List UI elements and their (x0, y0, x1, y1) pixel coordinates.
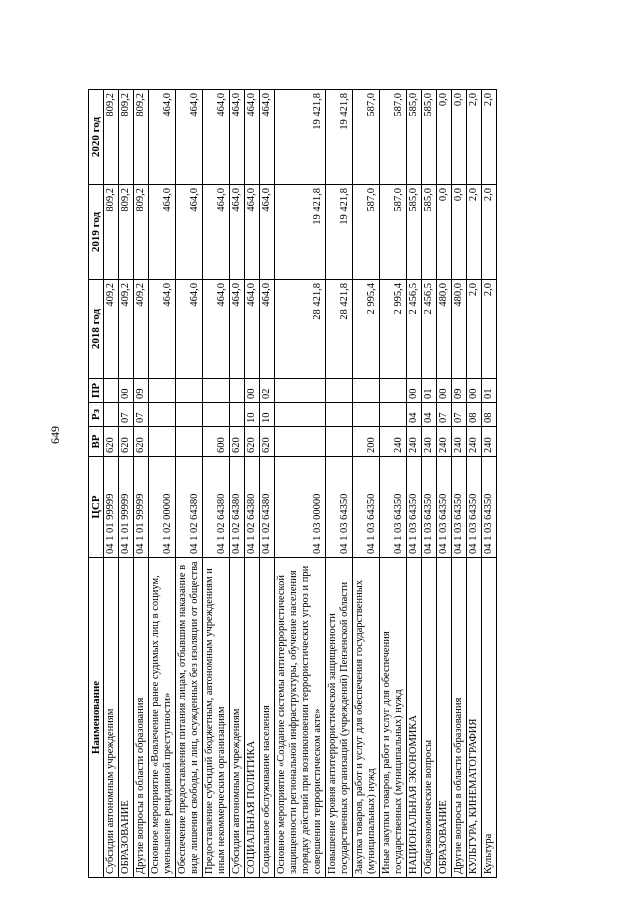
code-cell (149, 427, 176, 457)
code-cell: 01 (482, 379, 497, 403)
page-number: 649 (48, 426, 62, 444)
code-cell: 600 (203, 427, 230, 457)
code-cell (176, 379, 203, 403)
column-header: Рз (89, 403, 104, 427)
code-cell: 04 1 01 99999 (104, 457, 119, 558)
code-cell: 01 (422, 379, 437, 403)
code-cell: 240 (407, 427, 422, 457)
code-cell: 10 (245, 403, 260, 427)
amount-cell: 464,0 (260, 280, 275, 379)
row-name-cell: Основное мероприятие «Вовлечение ранее судимых лиц в социум, уменьшение рецидивной преступности» (149, 558, 176, 878)
code-cell (380, 379, 407, 403)
column-header: 2018 год (89, 280, 104, 379)
table-row (380, 90, 407, 878)
table-row (260, 90, 275, 878)
amount-cell: 409,2 (134, 280, 149, 379)
code-cell (104, 403, 119, 427)
table-row (230, 90, 245, 878)
amount-cell: 464,0 (230, 90, 245, 185)
amount-cell: 480,0 (437, 280, 452, 379)
code-cell (203, 403, 230, 427)
code-cell: 240 (437, 427, 452, 457)
code-cell: 620 (245, 427, 260, 457)
column-header: Наименование (89, 558, 104, 878)
code-cell: 240 (422, 427, 437, 457)
table-row (437, 90, 452, 878)
row-name-cell: Закупка товаров, работ и услуг для обеспечения государственных (муниципальных) нужд (353, 558, 380, 878)
amount-cell: 2,0 (482, 185, 497, 280)
code-cell (353, 403, 380, 427)
amount-cell: 464,0 (149, 185, 176, 280)
amount-cell: 464,0 (176, 280, 203, 379)
table-row (104, 90, 119, 878)
row-name-cell: Субсидии автономным учреждениям (104, 558, 119, 878)
row-name-cell: Предоставление субсидий бюджетным, автономным учреждениям и иным некоммерческим организациям (203, 558, 230, 878)
code-cell (203, 379, 230, 403)
amount-cell: 587,0 (380, 185, 407, 280)
amount-cell: 0,0 (452, 90, 467, 185)
row-name-cell: Культура (482, 558, 497, 878)
code-cell (176, 427, 203, 457)
code-cell: 240 (380, 427, 407, 457)
code-cell: 04 1 03 64350 (353, 457, 380, 558)
amount-cell: 585,0 (407, 90, 422, 185)
amount-cell: 409,2 (104, 280, 119, 379)
amount-cell: 464,0 (176, 185, 203, 280)
code-cell: 04 1 01 99999 (134, 457, 149, 558)
amount-cell: 464,0 (245, 280, 260, 379)
code-cell (380, 403, 407, 427)
amount-cell: 2,0 (482, 280, 497, 379)
code-cell: 04 1 02 64380 (203, 457, 230, 558)
code-cell: 07 (119, 403, 134, 427)
row-name-cell: ОБРАЗОВАНИЕ (437, 558, 452, 878)
row-name-cell: Другие вопросы в области образования (134, 558, 149, 878)
row-name-cell: Субсидии автономным учреждениям (230, 558, 245, 878)
amount-cell: 19 421,8 (326, 185, 353, 280)
amount-cell: 2,0 (482, 90, 497, 185)
code-cell: 00 (245, 379, 260, 403)
amount-cell: 409,2 (119, 280, 134, 379)
table-row (245, 90, 260, 878)
table-row (452, 90, 467, 878)
code-cell: 200 (353, 427, 380, 457)
amount-cell: 2,0 (467, 280, 482, 379)
code-cell: 240 (452, 427, 467, 457)
table-row (326, 90, 353, 878)
amount-cell: 464,0 (203, 280, 230, 379)
table-row (482, 90, 497, 878)
column-header: ВР (89, 427, 104, 457)
amount-cell: 28 421,8 (326, 280, 353, 379)
amount-cell: 585,0 (422, 90, 437, 185)
amount-cell: 464,0 (176, 90, 203, 185)
table-header-row (89, 90, 104, 878)
code-cell: 620 (260, 427, 275, 457)
amount-cell: 0,0 (437, 185, 452, 280)
column-header: ЦСР (89, 457, 104, 558)
amount-cell: 464,0 (245, 185, 260, 280)
row-name-cell: НАЦИОНАЛЬНАЯ ЭКОНОМИКА (407, 558, 422, 878)
budget-table (88, 89, 497, 878)
code-cell: 09 (452, 379, 467, 403)
code-cell: 07 (134, 403, 149, 427)
code-cell: 04 1 03 64350 (407, 457, 422, 558)
amount-cell: 809,2 (104, 185, 119, 280)
amount-cell: 809,2 (134, 90, 149, 185)
amount-cell: 464,0 (260, 90, 275, 185)
amount-cell: 28 421,8 (275, 280, 326, 379)
code-cell: 04 (422, 403, 437, 427)
amount-cell: 587,0 (353, 185, 380, 280)
code-cell: 00 (407, 379, 422, 403)
code-cell (176, 403, 203, 427)
amount-cell: 464,0 (260, 185, 275, 280)
table-row (203, 90, 230, 878)
amount-cell: 2 995,4 (380, 280, 407, 379)
code-cell: 07 (437, 403, 452, 427)
amount-cell: 0,0 (452, 185, 467, 280)
code-cell: 09 (134, 379, 149, 403)
row-name-cell: СОЦИАЛЬНАЯ ПОЛИТИКА (245, 558, 260, 878)
column-header: 2019 год (89, 185, 104, 280)
amount-cell: 2 995,4 (353, 280, 380, 379)
table-row (275, 90, 326, 878)
code-cell (230, 403, 245, 427)
code-cell: 04 1 02 64380 (230, 457, 245, 558)
code-cell: 620 (134, 427, 149, 457)
amount-cell: 809,2 (104, 90, 119, 185)
code-cell (149, 403, 176, 427)
code-cell: 620 (230, 427, 245, 457)
code-cell: 04 1 03 64350 (467, 457, 482, 558)
code-cell (326, 379, 353, 403)
code-cell: 04 1 03 64350 (482, 457, 497, 558)
table-row (353, 90, 380, 878)
code-cell: 00 (467, 379, 482, 403)
row-name-cell: Общеэкономические вопросы (422, 558, 437, 878)
table-body (104, 90, 497, 878)
amount-cell: 464,0 (149, 90, 176, 185)
row-name-cell: ОБРАЗОВАНИЕ (119, 558, 134, 878)
code-cell: 04 1 02 64380 (260, 457, 275, 558)
code-cell (149, 379, 176, 403)
amount-cell: 585,0 (422, 185, 437, 280)
table-row (467, 90, 482, 878)
code-cell (104, 379, 119, 403)
code-cell: 07 (452, 403, 467, 427)
row-name-cell: Другие вопросы в области образования (452, 558, 467, 878)
rotated-table-container (88, 90, 564, 878)
code-cell: 04 1 01 99999 (119, 457, 134, 558)
code-cell: 04 1 02 00000 (149, 457, 176, 558)
table-row (119, 90, 134, 878)
amount-cell: 0,0 (437, 90, 452, 185)
code-cell (230, 379, 245, 403)
amount-cell: 2,0 (467, 90, 482, 185)
amount-cell: 2 456,5 (407, 280, 422, 379)
row-name-cell: КУЛЬТУРА, КИНЕМАТОГРАФИЯ (467, 558, 482, 878)
code-cell: 04 1 02 64380 (176, 457, 203, 558)
code-cell (275, 427, 326, 457)
code-cell: 04 1 03 64350 (380, 457, 407, 558)
code-cell: 04 1 03 64350 (437, 457, 452, 558)
amount-cell: 19 421,8 (275, 90, 326, 185)
row-name-cell: Обеспечение предоставления питания лицам, отбывшим наказание в виде лишения свободы, и лиц, осужденных без изоляции от общества (176, 558, 203, 878)
code-cell: 620 (104, 427, 119, 457)
amount-cell: 464,0 (230, 185, 245, 280)
code-cell (326, 427, 353, 457)
amount-cell: 19 421,8 (275, 185, 326, 280)
code-cell: 10 (260, 403, 275, 427)
table-row (407, 90, 422, 878)
amount-cell: 809,2 (119, 90, 134, 185)
table-row (422, 90, 437, 878)
code-cell: 04 1 03 64350 (422, 457, 437, 558)
amount-cell: 464,0 (203, 90, 230, 185)
row-name-cell: Основное мероприятие «Создание системы антитеррористической защищенности региональной инфраструктуры, обучение населения порядку действий при возникновении террористических угроз и при совершении террористическом акте» (275, 558, 326, 878)
code-cell (353, 379, 380, 403)
amount-cell: 2 456,5 (422, 280, 437, 379)
column-header: ПР (89, 379, 104, 403)
code-cell (275, 379, 326, 403)
code-cell: 620 (119, 427, 134, 457)
amount-cell: 480,0 (452, 280, 467, 379)
column-header: 2020 год (89, 90, 104, 185)
row-name-cell: Иные закупки товаров, работ и услуг для обеспечения государственных (муниципальных) нужд (380, 558, 407, 878)
code-cell (275, 403, 326, 427)
code-cell: 240 (482, 427, 497, 457)
code-cell: 04 1 02 64380 (245, 457, 260, 558)
code-cell: 04 (407, 403, 422, 427)
code-cell: 240 (467, 427, 482, 457)
amount-cell: 464,0 (230, 280, 245, 379)
amount-cell: 585,0 (407, 185, 422, 280)
amount-cell: 19 421,8 (326, 90, 353, 185)
code-cell: 02 (260, 379, 275, 403)
row-name-cell: Повышение уровня антитеррористической защищенности государственных организаций (учреждений) Пензенской области (326, 558, 353, 878)
amount-cell: 464,0 (149, 280, 176, 379)
amount-cell: 587,0 (353, 90, 380, 185)
code-cell: 04 1 03 64350 (452, 457, 467, 558)
code-cell: 04 1 03 64350 (326, 457, 353, 558)
amount-cell: 587,0 (380, 90, 407, 185)
code-cell: 00 (437, 379, 452, 403)
amount-cell: 809,2 (119, 185, 134, 280)
code-cell: 00 (119, 379, 134, 403)
table-row (134, 90, 149, 878)
code-cell: 08 (482, 403, 497, 427)
row-name-cell: Социальное обслуживание населения (260, 558, 275, 878)
table-row (149, 90, 176, 878)
amount-cell: 464,0 (203, 185, 230, 280)
code-cell: 04 1 03 00000 (275, 457, 326, 558)
code-cell: 08 (467, 403, 482, 427)
table-row (176, 90, 203, 878)
amount-cell: 464,0 (245, 90, 260, 185)
code-cell (326, 403, 353, 427)
amount-cell: 809,2 (134, 185, 149, 280)
amount-cell: 2,0 (467, 185, 482, 280)
